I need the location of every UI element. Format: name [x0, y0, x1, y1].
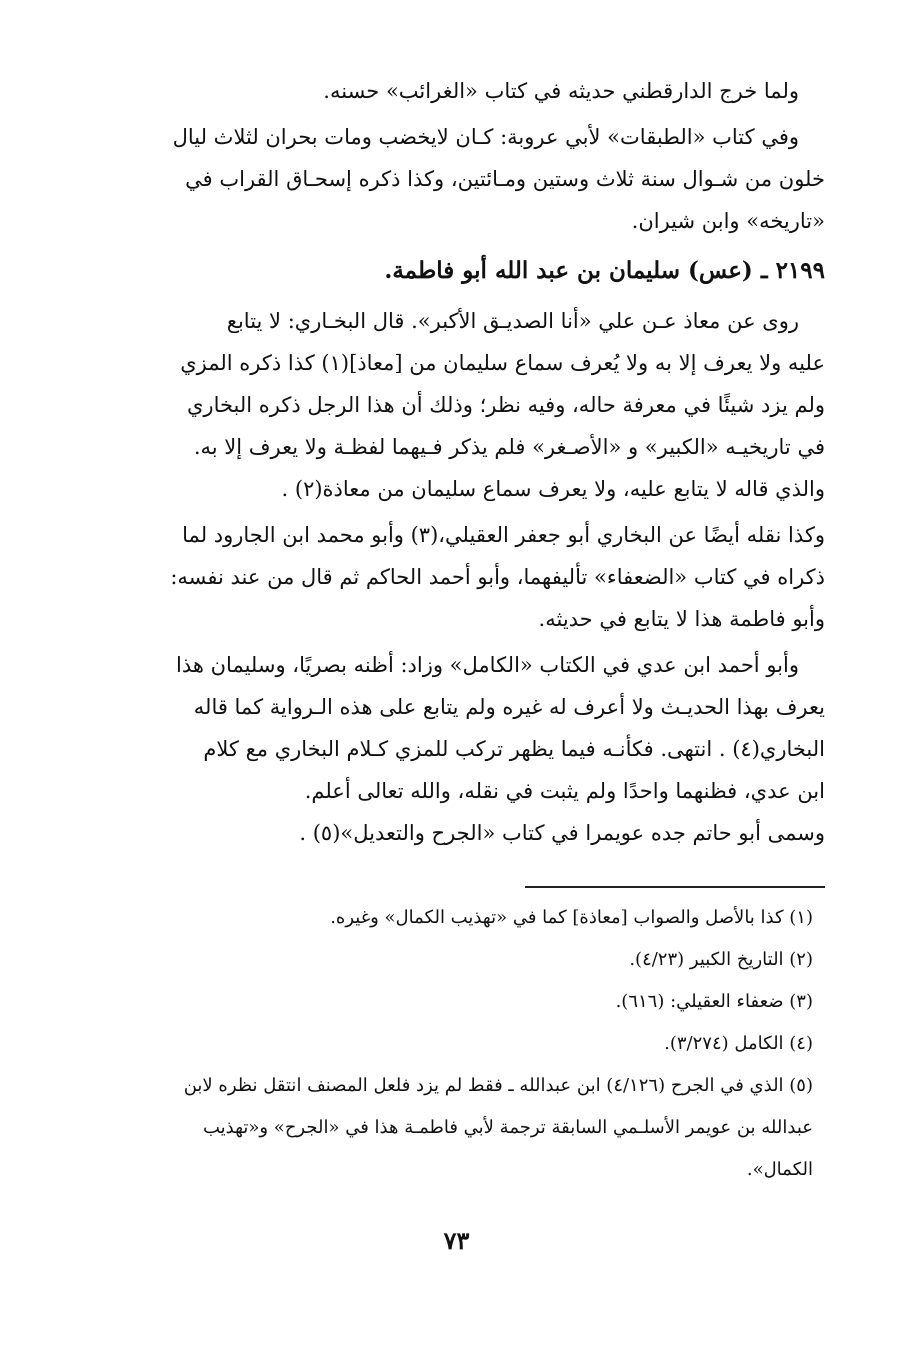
text-line: وأبو أحمد ابن عدي في الكتاب «الكامل» وزاد: أظنه بصريًا، وسليمان هذا — [176, 653, 799, 677]
text-line: ذكراه في كتاب «الضعفاء» تأليفهما، وأبو أحمد الحاكم ثم قال من عند نفسه: — [170, 565, 825, 589]
paragraph-tabaqat — [85, 116, 825, 242]
text-line: وأبو فاطمة هذا لا يتابع في حديثه. — [538, 607, 825, 631]
text-line: ولم يزد شيئًا في معرفة حاله، وفيه نظر؛ وذلك أن هذا الرجل ذكره البخاري — [187, 393, 825, 417]
footnote-3: (٣) ضعفاء العقيلي: (٦١٦). — [615, 991, 813, 1012]
footnote-4: (٤) الكامل (٣/٢٧٤). — [664, 1033, 813, 1054]
text-line: «تاريخه» وابن شيران. — [631, 209, 825, 233]
text-line: روى عن معاذ عـن علي «أنا الصديـق الأكبر». قال البخـاري: لا يتابع — [226, 309, 799, 333]
paragraph-naql — [85, 514, 825, 640]
footnote-5-continued: الكمال». — [746, 1159, 813, 1180]
text-line: وكذا نقله أيضًا عن البخاري أبو جعفر العقيلي،(٣) وأبو محمد ابن الجارود لما — [182, 523, 825, 547]
footnote-separator — [525, 886, 825, 888]
footnote-1: (١) كذا بالأصل والصواب [معاذة] كما في «تهذيب الكمال» وغيره. — [330, 907, 813, 928]
text-line: وفي كتاب «الطبقات» لأبي عروبة: كـان لايخضب ومات بحران لثلاث ليال — [172, 125, 799, 149]
footnote-5-continued: عبدالله بن عويمر الأسلـمي السابقة ترجمة لأبي فاطمـة هذا في «الجرح» و«تهذيب — [202, 1117, 813, 1138]
footnote-5: (٥) الذي في الجرح (٤/١٢٦) ابن عبدالله ـ فقط لم يزد فلعل المصنف انتقل نظره لابن — [183, 1075, 813, 1096]
paragraph-riwaya — [85, 300, 825, 510]
text-line: ابن عدي، فظنهما واحدًا ولم يثبت في نقله، والله تعالى أعلم. — [304, 779, 825, 803]
text-line: عليه ولا يعرف إلا به ولا يُعرف سماع سليمان من [معاذ](١) كذا ذكره المزي — [180, 351, 825, 375]
page-number: ٧٣ — [443, 1226, 470, 1255]
main-text — [85, 70, 825, 858]
text-line: البخاري(٤) . انتهى. فكأنـه فيما يظهر تركب للمزي كـلام البخاري مع كلام — [203, 737, 825, 761]
entry-heading: ٢١٩٩ ـ (عس) سليمان بن عبد الله أبو فاطمة. — [384, 257, 825, 284]
text-line: والذي قاله لا يتابع عليه، ولا يعرف سماع سليمان من معاذة(٢) . — [281, 477, 825, 501]
text-line: خلون من شـوال سنة ثلاث وستين ومـائتين، وكذا ذكره إسحـاق القراب في — [185, 167, 825, 191]
text-line: ولما خرج الدارقطني حديثه في كتاب «الغرائب» حسنه. — [323, 79, 799, 103]
paragraph-darqutni — [85, 70, 825, 112]
text-line: في تاريخيـه «الكبير» و «الأصـغر» فلم يذكر فـيهما لفظـة ولا يعرف إلا به. — [193, 435, 825, 459]
text-line: يعرف بهذا الحديـث ولا أعرف له غيره ولم يتابع على هذه الـرواية كما قاله — [193, 695, 825, 719]
text-line: وسمى أبو حاتم جده عويمرا في كتاب «الجرح والتعديل»(٥) . — [299, 821, 825, 845]
footnotes — [85, 897, 813, 1191]
footnote-2: (٢) التاريخ الكبير (٤/٢٣). — [629, 949, 813, 970]
paragraph-ibn-adi — [85, 644, 825, 854]
